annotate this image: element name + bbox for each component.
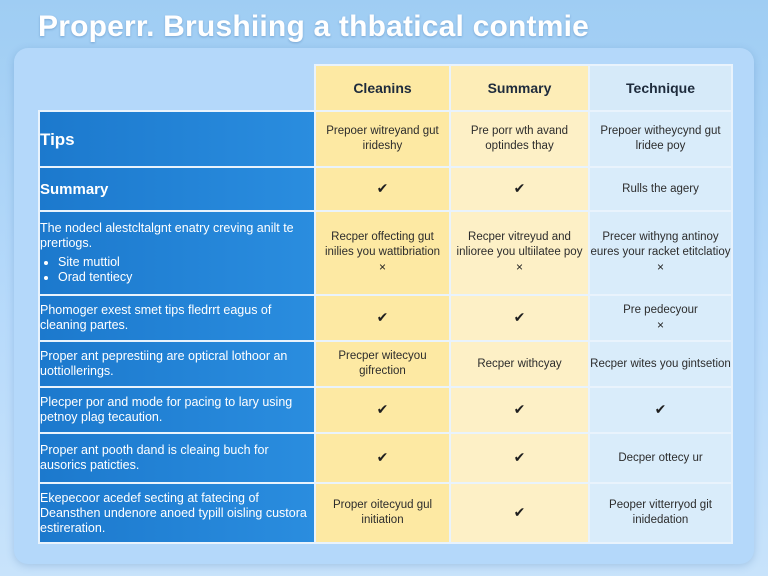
table-row — [39, 295, 732, 341]
table-row — [39, 167, 732, 211]
column-header-cleanins: Cleanins — [315, 65, 450, 111]
cross-icon: × — [378, 260, 386, 274]
cell-check — [315, 295, 450, 341]
cross-icon: × — [656, 317, 664, 332]
column-header-summary: Summary — [450, 65, 589, 111]
header-blank-cell — [39, 65, 315, 111]
check-icon: ✔ — [654, 400, 667, 417]
bullet-list — [40, 255, 314, 285]
table-header-row — [39, 65, 732, 111]
cell-text-content: Recper offecting gut inilies you wattibriation — [324, 231, 441, 258]
check-icon: ✔ — [513, 308, 526, 325]
cell-text-content: Pre pedecyour — [623, 303, 698, 316]
bullet-item: • Site muttiol — [58, 255, 314, 270]
cell-text: Proper oitecyud gul initiation — [315, 483, 450, 543]
check-icon: ✔ — [513, 503, 526, 520]
column-header-technique: Technique — [589, 65, 732, 111]
cross-icon: × — [515, 260, 523, 274]
row-label-text: The nodecl alestcltalgnt enatry creving anilt te prertiogs. — [40, 221, 294, 250]
row-label: Proper ant peprestiing are opticral lothoor an uottiollerings. — [39, 341, 315, 387]
cell-check — [450, 483, 589, 543]
table-row — [39, 111, 732, 167]
cell-text: Prepoer witreyand gut irideshy — [315, 111, 450, 167]
row-label-tips: Tips — [39, 111, 315, 167]
table-row — [39, 433, 732, 483]
table-row — [39, 483, 732, 543]
table-row — [39, 211, 732, 295]
table-row — [39, 341, 732, 387]
cell-text-content: Precer withyng antinoy eures your racket etitclatioy — [590, 231, 731, 258]
cell-text: Prepoer witheycynd gut lridee poy — [589, 111, 732, 167]
cell-check — [450, 433, 589, 483]
row-label-summary: Summary — [39, 167, 315, 211]
cell-text — [589, 295, 732, 341]
check-icon: ✔ — [376, 448, 389, 465]
cell-text: Peoper vitterryod git inidedation — [589, 483, 732, 543]
cell-check — [315, 387, 450, 433]
cell-text: Decper ottecy ur — [589, 433, 732, 483]
row-label: Plecper por and mode for pacing to lary using petnoy plag tecaution. — [39, 387, 315, 433]
row-label: Proper ant pooth dand is cleaing buch for ausorics paticties. — [39, 433, 315, 483]
cell-check — [315, 167, 450, 211]
cell-text: Precper witecyou gifrection — [315, 341, 450, 387]
cell-check — [315, 433, 450, 483]
cell-check — [450, 387, 589, 433]
check-icon: ✔ — [376, 308, 389, 325]
cell-text-content: Recper vitreyud and inlioree you ultiilatee poy — [456, 231, 583, 258]
row-label — [39, 211, 315, 295]
cross-icon: × — [656, 260, 664, 274]
comparison-table — [38, 64, 733, 544]
cell-text — [589, 211, 732, 295]
cell-text: Rulls the agery — [589, 167, 732, 211]
page-title: Properr. Brushiing a thbatical contmie — [38, 10, 590, 43]
cell-check — [589, 387, 732, 433]
row-label: Ekepecoor acedef secting at fatecing of Deansthen undenore anoed typill oisling custora estireration. — [39, 483, 315, 543]
table-row — [39, 387, 732, 433]
check-icon: ✔ — [513, 400, 526, 417]
cell-text — [315, 211, 450, 295]
check-icon: ✔ — [376, 179, 389, 196]
cell-text — [450, 211, 589, 295]
cell-check — [450, 167, 589, 211]
row-label: Phomoger exest smet tips fledrrt eagus of cleaning partes. — [39, 295, 315, 341]
check-icon: ✔ — [376, 400, 389, 417]
cell-text: Pre porr wth avand optindes thay — [450, 111, 589, 167]
cell-text: Recper withcyay — [450, 341, 589, 387]
cell-check — [450, 295, 589, 341]
cell-text: Recper wites you gintsetion — [589, 341, 732, 387]
check-icon: ✔ — [513, 179, 526, 196]
bullet-item: • Orad tentiecy — [58, 270, 314, 285]
check-icon: ✔ — [513, 448, 526, 465]
